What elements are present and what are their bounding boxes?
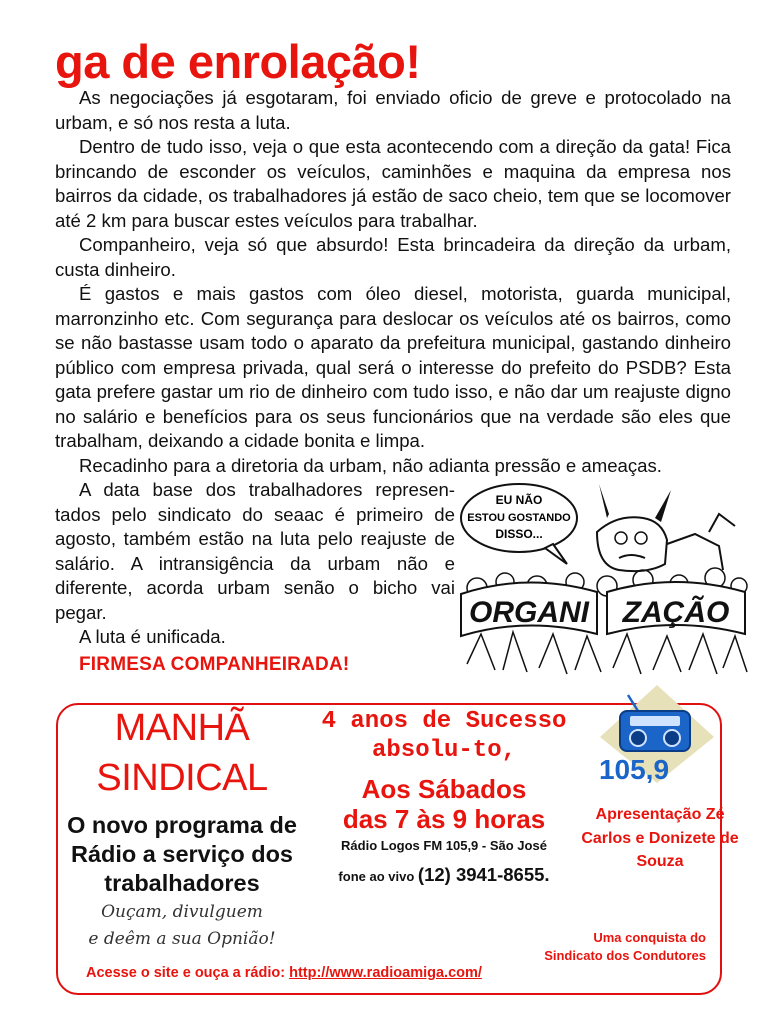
speech-line-2: ESTOU GOSTANDO bbox=[467, 512, 571, 524]
site-link[interactable]: http://www.radioamiga.com/ bbox=[289, 965, 482, 981]
article-paragraph: É gastos e mais gastos com óleo diesel, motorista, guarda municipal, marronzinho etc. Com segurança para deslocar os veículos até os bairros, como se não bastasse usam todo o aparato da prefeitura municipal, gastando dinheiro público com empresa privada, qual será o interesse do prefeito do PSDB? Esta gata prefere gastar um rio de dinheiro com tudo isso, e não dar um reajuste digno no salário e benefícios para os seus funcionários que na verdade são eles que trabalham, deixando a cidade bonita e limpa. bbox=[55, 283, 731, 451]
article-paragraph: As negociações já esgotaram, foi enviado oficio de greve e protocolado na urbam, e só nos resta a luta. bbox=[55, 87, 731, 133]
text-beside-cartoon bbox=[55, 478, 455, 677]
schedule-hours: das 7 às 9 horas bbox=[342, 804, 546, 834]
script-tagline-2: e deêm a sua Opnião! bbox=[88, 929, 276, 949]
phone-number: (12) 3941-8655. bbox=[417, 864, 550, 885]
presenters: Apresentação Zé Carlos e Donizete de Souza bbox=[581, 806, 739, 870]
article-paragraph: A luta é unificada. bbox=[79, 626, 226, 647]
closing-slogan: FIRMESA COMPANHEIRADA! bbox=[79, 653, 350, 675]
phone-label: fone ao vivo bbox=[338, 869, 415, 884]
boss-figure bbox=[597, 484, 735, 571]
program-subtitle: O novo programa de Rádio a serviço dos trabalhadores bbox=[67, 812, 297, 896]
article-paragraph: Companheiro, veja só que absurdo! Esta brincadeira da direção da urbam, custa dinheiro. bbox=[55, 234, 731, 280]
credit-line-1: Uma conquista do bbox=[593, 930, 706, 945]
site-label: Acesse o site e ouça a rádio: bbox=[86, 965, 286, 981]
radio-icon bbox=[598, 683, 716, 783]
credit-block bbox=[494, 929, 706, 965]
article-paragraph: A data base dos trabalhadores represen-tados pelo sindicato do seaac é primeiro de agosto, também estão na luta pelo reajuste de salário. A intransigência da urbam não e diferente, acorda urbam senão o bicho vai pegar. bbox=[55, 479, 455, 623]
program-title-line1: MANHÃ bbox=[114, 707, 250, 749]
organizacao-banner bbox=[461, 582, 745, 636]
phone-line bbox=[310, 864, 578, 886]
site-line bbox=[86, 965, 482, 981]
anniversary-text: 4 anos de Sucesso absolu-to, bbox=[321, 708, 567, 764]
speech-line-1: EU NÃO bbox=[495, 493, 543, 507]
protest-cartoon-illustration bbox=[457, 474, 751, 684]
schedule-block bbox=[310, 708, 578, 886]
speech-bubble bbox=[461, 484, 577, 564]
script-tagline-1: Ouçam, divulguem bbox=[101, 902, 263, 922]
banner-right-text: ZAÇÃO bbox=[622, 596, 730, 629]
article-paragraph: Dentro de tudo isso, veja o que esta acontecendo com a direção da gata! Fica brincando de esconder os veículos, caminhões e maquina da empresa nos bairros da cidade, os trabalhadores já estão de saco cheio, tem que se locomover até 2 km para buscar estes veículos para trabalhar. bbox=[55, 136, 731, 231]
banner-left-text: ORGANI bbox=[469, 596, 589, 629]
program-title-block bbox=[62, 705, 302, 952]
article-paragraph: Recadinho para a diretoria da urbam, não adianta pressão e ameaças. bbox=[79, 454, 662, 476]
station-name: Rádio Logos FM 105,9 - São José bbox=[341, 838, 547, 853]
frequency-label: 105,9 bbox=[598, 754, 670, 783]
schedule-days: Aos Sábados bbox=[361, 774, 527, 804]
credit-line-2: Sindicato dos Condutores bbox=[544, 948, 706, 963]
speech-line-3: DISSO... bbox=[495, 527, 543, 541]
program-title-line2: SINDICAL bbox=[96, 757, 268, 799]
headline: ga de enrolação! bbox=[55, 35, 421, 88]
